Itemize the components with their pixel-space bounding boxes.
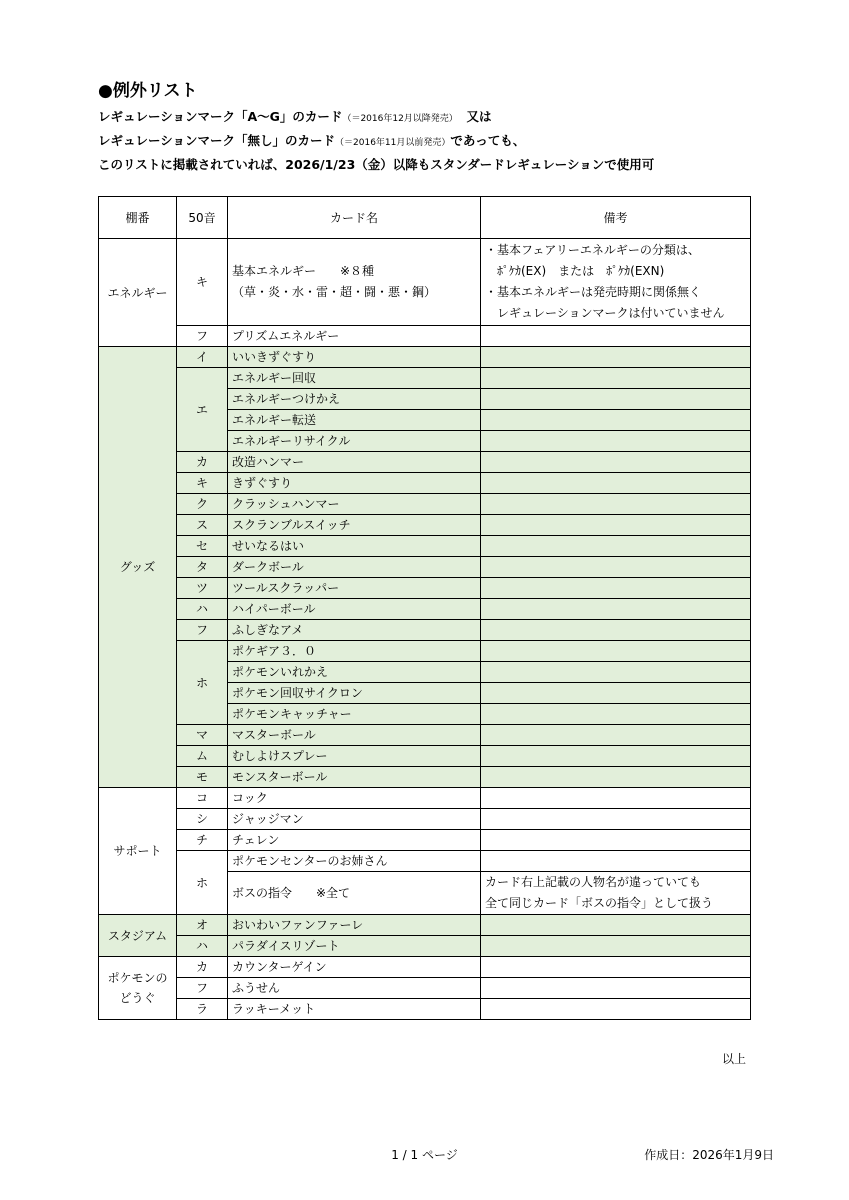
note-cell	[481, 788, 751, 809]
card-name-cell: エネルギーつけかえ	[228, 389, 481, 410]
header-kana: 50音	[177, 197, 228, 239]
note-cell	[481, 725, 751, 746]
card-name-cell: パラダイスリゾート	[228, 936, 481, 957]
table-row	[99, 999, 751, 1020]
card-name-cell: ポケモンいれかえ	[228, 662, 481, 683]
boss-note-1: カード右上記載の人物名が違っていても	[485, 875, 702, 889]
card-name-cell: ボスの指令 ※全て	[228, 872, 481, 915]
card-name-cell: エネルギーリサイクル	[228, 431, 481, 452]
boss-note-2: 全て同じカード「ボスの指令」として扱う	[485, 896, 714, 910]
card-name-cell: いいきずぐすり	[228, 347, 481, 368]
table-row	[99, 368, 751, 389]
table-row	[99, 326, 751, 347]
table-row	[99, 830, 751, 851]
kana-cell: コ	[177, 788, 228, 809]
note-cell	[481, 620, 751, 641]
note-cell	[481, 830, 751, 851]
page-number: 1 / 1 ページ	[391, 1148, 458, 1162]
basic-energy-types: （草・炎・水・雷・超・闘・悪・鋼）	[232, 285, 437, 299]
note-cell	[481, 578, 751, 599]
table-row	[99, 347, 751, 368]
kana-cell: タ	[177, 557, 228, 578]
note-cell	[481, 746, 751, 767]
note-cell	[481, 557, 751, 578]
header-line-3: このリストに掲載されていれば、2026/1/23（金）以降もスタンダードレギュレーションで使用可	[98, 157, 655, 172]
card-name-cell: ふうせん	[228, 978, 481, 999]
note-cell	[481, 809, 751, 830]
kana-cell: セ	[177, 536, 228, 557]
kana-cell: オ	[177, 915, 228, 936]
note-cell	[481, 683, 751, 704]
kana-cell: シ	[177, 809, 228, 830]
line2-note: （＝2016年11月以前発売）	[335, 138, 451, 148]
table-row	[99, 725, 751, 746]
kana-cell: ク	[177, 494, 228, 515]
kana-cell: エ	[177, 368, 228, 452]
card-name-cell	[228, 239, 481, 326]
card-name-cell: プリズムエネルギー	[228, 326, 481, 347]
table-row	[99, 915, 751, 936]
card-name-cell: モンスターボール	[228, 767, 481, 788]
table-row	[99, 599, 751, 620]
note-cell	[481, 704, 751, 725]
table-row	[99, 746, 751, 767]
table-row	[99, 767, 751, 788]
table-row	[99, 557, 751, 578]
note-cell	[481, 389, 751, 410]
kana-cell: ラ	[177, 999, 228, 1020]
category-pokemon-tool	[99, 957, 177, 1020]
kana-cell: ホ	[177, 851, 228, 915]
card-name-cell: カウンターゲイン	[228, 957, 481, 978]
kana-cell: カ	[177, 957, 228, 978]
kana-cell: ハ	[177, 936, 228, 957]
kana-cell: フ	[177, 978, 228, 999]
kana-cell: フ	[177, 326, 228, 347]
note-cell	[481, 662, 751, 683]
note-cell	[481, 978, 751, 999]
kana-cell: モ	[177, 767, 228, 788]
card-name-cell: せいなるはい	[228, 536, 481, 557]
line1-tail: 又は	[466, 109, 492, 124]
kana-cell: フ	[177, 620, 228, 641]
page-title: ●例外リスト	[98, 81, 198, 101]
card-name-cell: ポケモンキャッチャー	[228, 704, 481, 725]
category-tool-line1: ポケモンの	[107, 971, 168, 985]
table-row	[99, 239, 751, 326]
card-name-cell: スクランブルスイッチ	[228, 515, 481, 536]
card-name-cell: きずぐすり	[228, 473, 481, 494]
kana-cell: ホ	[177, 641, 228, 725]
note-cell	[481, 368, 751, 389]
card-name-cell: ポケモンセンターのお姉さん	[228, 851, 481, 872]
kana-cell: チ	[177, 830, 228, 851]
note-cell	[481, 515, 751, 536]
card-name-cell: おいわいファンファーレ	[228, 915, 481, 936]
kana-cell: キ	[177, 473, 228, 494]
header-card-name: カード名	[228, 197, 481, 239]
card-name-cell: コック	[228, 788, 481, 809]
header-note: 備考	[481, 197, 751, 239]
table-row	[99, 578, 751, 599]
category-stadium: スタジアム	[99, 915, 177, 957]
table-row	[99, 620, 751, 641]
kana-cell: マ	[177, 725, 228, 746]
energy-note-3: ・基本エネルギーは発売時期に関係無く	[485, 285, 702, 299]
note-cell	[481, 431, 751, 452]
table-row	[99, 978, 751, 999]
table-row	[99, 936, 751, 957]
category-energy: エネルギー	[99, 239, 177, 347]
table-header-row	[99, 197, 751, 239]
note-cell	[481, 936, 751, 957]
category-goods: グッズ	[99, 347, 177, 788]
card-name-cell: 改造ハンマー	[228, 452, 481, 473]
basic-energy-name: 基本エネルギー ※８種	[232, 264, 375, 278]
line2-tail: であっても、	[450, 133, 526, 148]
card-name-cell: ツールスクラッパー	[228, 578, 481, 599]
header-shelf: 棚番	[99, 197, 177, 239]
table-row	[99, 515, 751, 536]
card-name-cell: ラッキーメット	[228, 999, 481, 1020]
line1-main: レギュレーションマーク「A～G」のカード	[98, 109, 343, 124]
kana-cell: イ	[177, 347, 228, 368]
end-mark: 以上	[721, 1052, 746, 1066]
note-cell	[481, 599, 751, 620]
created-date: 作成日：2026年1月9日	[644, 1148, 774, 1162]
table-row	[99, 473, 751, 494]
table-row	[99, 788, 751, 809]
exception-table	[98, 196, 751, 1020]
card-name-cell: ふしぎなアメ	[228, 620, 481, 641]
note-cell	[481, 957, 751, 978]
header-line-2	[98, 132, 525, 152]
note-cell	[481, 494, 751, 515]
card-name-cell: チェレン	[228, 830, 481, 851]
note-cell	[481, 536, 751, 557]
card-name-cell: ポケギア３．０	[228, 641, 481, 662]
note-cell	[481, 239, 751, 326]
note-cell	[481, 999, 751, 1020]
energy-note-4: レギュレーションマークは付いていません	[497, 306, 725, 320]
note-cell	[481, 410, 751, 431]
kana-cell: ツ	[177, 578, 228, 599]
table-row	[99, 452, 751, 473]
note-cell	[481, 872, 751, 915]
card-name-cell: エネルギー転送	[228, 410, 481, 431]
table-row	[99, 536, 751, 557]
card-name-cell: むしよけスプレー	[228, 746, 481, 767]
table-row	[99, 851, 751, 872]
note-cell	[481, 326, 751, 347]
header-line-1	[98, 108, 492, 128]
card-name-cell: ジャッジマン	[228, 809, 481, 830]
table-row	[99, 957, 751, 978]
table-row	[99, 641, 751, 662]
card-name-cell: ダークボール	[228, 557, 481, 578]
card-name-cell: ハイパーボール	[228, 599, 481, 620]
card-name-cell: マスターボール	[228, 725, 481, 746]
card-name-cell: クラッシュハンマー	[228, 494, 481, 515]
kana-cell: カ	[177, 452, 228, 473]
card-name-cell: ポケモン回収サイクロン	[228, 683, 481, 704]
note-cell	[481, 851, 751, 872]
kana-cell: ス	[177, 515, 228, 536]
table-row	[99, 494, 751, 515]
category-support: サポート	[99, 788, 177, 915]
note-cell	[481, 767, 751, 788]
note-cell	[481, 473, 751, 494]
card-name-cell: エネルギー回収	[228, 368, 481, 389]
note-cell	[481, 452, 751, 473]
note-cell	[481, 915, 751, 936]
line2-main: レギュレーションマーク「無し」のカード	[98, 133, 336, 148]
energy-note-2: ﾎﾟｹｶ(EX) または ﾎﾟｹｶ(EXN)	[497, 264, 665, 278]
energy-note-1: ・基本フェアリーエネルギーの分類は、	[485, 243, 700, 257]
category-tool-line2: どうぐ	[119, 991, 156, 1005]
kana-cell: キ	[177, 239, 228, 326]
note-cell	[481, 641, 751, 662]
note-cell	[481, 347, 751, 368]
kana-cell: ハ	[177, 599, 228, 620]
line1-note: （＝2016年12月以降発売）	[342, 114, 458, 124]
kana-cell: ム	[177, 746, 228, 767]
table-row	[99, 809, 751, 830]
